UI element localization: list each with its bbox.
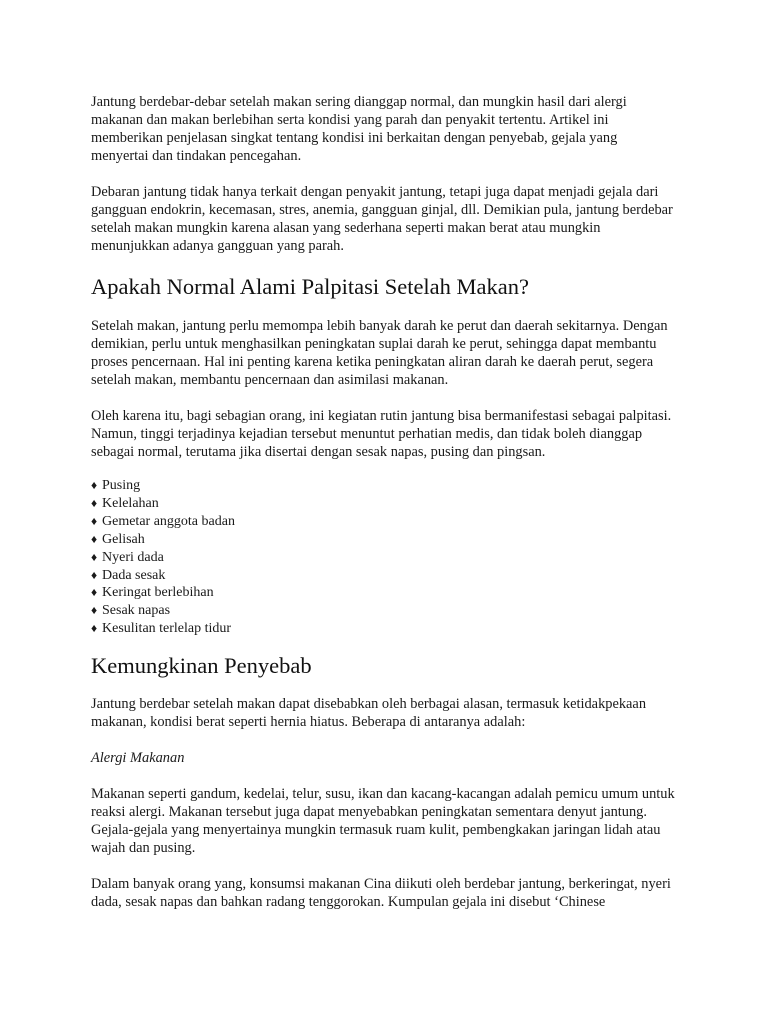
diamond-bullet-icon: ♦: [91, 567, 98, 582]
symptom-list-item: [91, 477, 691, 495]
diamond-bullet-icon: ♦: [91, 621, 98, 636]
symptom-list-item: [91, 567, 691, 585]
section-heading-possible-causes: Kemungkinan Penyebab: [91, 653, 312, 679]
symptom-label: Dada sesak: [102, 567, 166, 583]
symptom-list-item: [91, 549, 691, 567]
symptom-label: Pusing: [102, 478, 141, 493]
symptom-list-item: [91, 584, 691, 602]
document-page: [91, 93, 691, 911]
intro-paragraph-1: Jantung berdebar-debar setelah makan sering dianggap normal, dan mungkin hasil dari alergi makanan dan makan berlebihan serta kondisi yang parah dan penyakit tertentu. Artikel ini memberikan penjelasan singkat tentang kondisi ini berkaitan dengan penyebab, gejala yang menyertai dan tindakan pencegahan.: [91, 94, 627, 164]
symptom-label: Nyeri dada: [102, 549, 164, 565]
symptom-list-item: [91, 602, 691, 620]
symptom-label: Kelelahan: [102, 495, 159, 511]
symptom-list: [91, 477, 691, 638]
section2-paragraph-2: Makanan seperti gandum, kedelai, telur, susu, ikan dan kacang-kacangan adalah pemicu umum untuk reaksi alergi. Makanan tersebut juga dapat menyebabkan peningkatan sementara denyut jantung. Gejala-gejala yang menyertainya mungkin termasuk ruam kulit, pembengkakan jaringan lidah atau wajah dan pusing.: [91, 786, 675, 857]
symptom-list-item: [91, 531, 691, 549]
diamond-bullet-icon: ♦: [91, 585, 98, 600]
diamond-bullet-icon: ♦: [91, 495, 98, 510]
symptom-label: Gelisah: [102, 531, 145, 547]
symptom-list-item: [91, 513, 691, 531]
diamond-bullet-icon: ♦: [91, 531, 98, 546]
section2-paragraph-1: Jantung berdebar setelah makan dapat disebabkan oleh berbagai alasan, termasuk ketidakpekaan makanan, kondisi berat seperti hernia hiatus. Beberapa di antaranya adalah:: [91, 696, 647, 731]
symptom-label: Sesak napas: [102, 603, 171, 619]
section1-paragraph-1: Setelah makan, jantung perlu memompa lebih banyak darah ke perut dan daerah sekitarnya. Dengan demikian, perlu untuk menghasilkan peningkatan suplai darah ke perut, sehingga dapat membantu proses pencernaan. Hal ini penting karena ketika peningkatan aliran darah ke daerah perut, segera setelah makan, membantu pencernaan dan asimilasi makanan.: [91, 318, 668, 388]
section1-paragraph-2: Oleh karena itu, bagi sebagian orang, ini kegiatan rutin jantung bisa bermanifestasi sebagai palpitasi. Namun, tinggi terjadinya kejadian tersebut menuntut perhatian medis, dan tidak boleh dianggap sebagai normal, terutama jika disertai dengan sesak napas, pusing dan pingsan.: [91, 408, 672, 460]
diamond-bullet-icon: ♦: [91, 603, 98, 618]
symptom-label: Gemetar anggota badan: [102, 513, 235, 529]
diamond-bullet-icon: ♦: [91, 549, 98, 564]
section-heading-normal-palpitation: Apakah Normal Alami Palpitasi Setelah Makan?: [91, 274, 530, 299]
section2-paragraph-3: Dalam banyak orang yang, konsumsi makanan Cina diikuti oleh berdebar jantung, berkeringat, nyeri dada, sesak napas dan bahkan radang tenggorokan. Kumpulan gejala ini disebut ‘Chinese: [91, 876, 671, 911]
subheading-food-allergy: Alergi Makanan: [91, 750, 185, 767]
intro-paragraph-2: Debaran jantung tidak hanya terkait dengan penyakit jantung, tetapi juga dapat menjadi gejala dari gangguan endokrin, kecemasan, stres, anemia, gangguan ginjal, dll. Demikian pula, jantung berdebar setelah makan mungkin karena alasan yang sederhana seperti makan berat atau mungkin menunjukkan adanya gangguan yang parah.: [91, 184, 673, 254]
diamond-bullet-icon: ♦: [91, 513, 98, 528]
symptom-label: Keringat berlebihan: [102, 585, 214, 601]
symptom-list-item: [91, 620, 691, 638]
symptom-list-item: [91, 495, 691, 513]
symptom-label: Kesulitan terlelap tidur: [102, 621, 232, 637]
diamond-bullet-icon: ♦: [91, 478, 98, 492]
